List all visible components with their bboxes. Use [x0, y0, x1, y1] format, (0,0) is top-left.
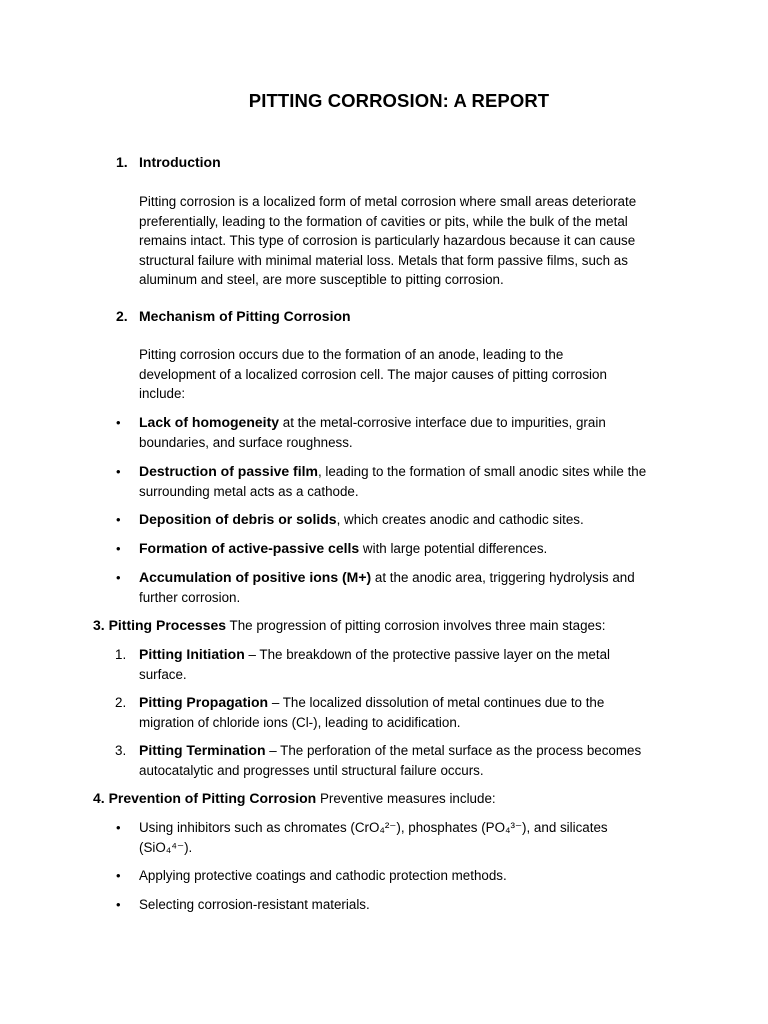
list-item: [139, 866, 699, 886]
list-item: [139, 895, 699, 915]
bold-term: Pitting Initiation: [139, 646, 245, 662]
document-title: PITTING CORROSION: A REPORT: [248, 90, 550, 111]
item-text: , which creates anodic and cathodic sites.: [336, 512, 584, 527]
item-text: Applying protective coatings and cathodic protection methods.: [139, 868, 507, 883]
list-number: 3.: [115, 743, 127, 758]
list-item: [139, 539, 699, 559]
paragraph-line: aluminum and steel, are more susceptible to pitting corrosion.: [139, 272, 504, 288]
section-4-heading: 4. Prevention of Pitting Corrosion: [93, 790, 317, 806]
bold-term: Accumulation of positive ions (M+): [139, 569, 372, 585]
paragraph-line: development of a localized corrosion cell. The major causes of pitting corrosion: [139, 366, 607, 382]
list-item: [139, 693, 699, 732]
list-number: 1.: [115, 647, 127, 662]
list-item: [139, 818, 699, 857]
bullet-marker: •: [116, 868, 121, 883]
item-text: Using inhibitors such as chromates (CrO₄²⁻), phosphates (PO₄³⁻), and silicates: [139, 820, 608, 835]
bullet-marker: •: [116, 512, 121, 527]
section-4-intro: Preventive measures include:: [316, 791, 496, 806]
section-1-paragraph: [139, 192, 679, 290]
paragraph-line: remains intact. This type of corrosion is particularly hazardous because it can cause: [139, 233, 636, 249]
list-number: 2.: [115, 695, 127, 710]
section-3-heading: 3. Pitting Processes: [93, 617, 227, 633]
item-text: at the anodic area, triggering hydrolysis and: [371, 570, 635, 585]
item-text: surface.: [139, 666, 187, 682]
section-2-number: 2.: [116, 308, 128, 324]
list-item: [139, 510, 699, 530]
list-item: [139, 568, 699, 607]
paragraph-line: preferentially, leading to the formation of cavities or pits, while the bulk of the metal: [139, 213, 628, 229]
bold-term: Destruction of passive film: [139, 463, 318, 479]
paragraph-line: include:: [139, 386, 186, 402]
item-text: boundaries, and surface roughness.: [139, 434, 353, 450]
item-text: – The perforation of the metal surface as the process becomes: [265, 743, 642, 758]
item-text: , leading to the formation of small anodic sites while the: [317, 464, 647, 479]
list-item: [139, 462, 699, 501]
bold-term: Lack of homogeneity: [139, 414, 280, 430]
section-3-intro: The progression of pitting corrosion involves three main stages:: [226, 618, 606, 633]
item-text: – The breakdown of the protective passive layer on the metal: [244, 647, 610, 662]
bullet-marker: •: [116, 464, 121, 479]
item-text: migration of chloride ions (Cl-), leading to acidification.: [139, 714, 461, 730]
item-text: with large potential differences.: [359, 541, 548, 556]
paragraph-line: Pitting corrosion occurs due to the formation of an anode, leading to the: [139, 347, 564, 362]
bold-term: Formation of active-passive cells: [139, 540, 360, 556]
bullet-marker: •: [116, 570, 121, 585]
item-text: autocatalytic and progresses until structural failure occurs.: [139, 762, 484, 778]
item-text: – The localized dissolution of metal continues due to the: [268, 695, 605, 710]
list-item: [139, 645, 699, 684]
bullet-marker: •: [116, 415, 121, 430]
section-2-intro: [139, 345, 679, 404]
list-item: [139, 413, 699, 452]
item-text: surrounding metal acts as a cathode.: [139, 483, 359, 499]
paragraph-line: structural failure with minimal material loss. Metals that form passive films, such as: [139, 252, 628, 268]
section-1-heading: Introduction: [139, 154, 221, 170]
item-text: (SiO₄⁴⁻).: [139, 839, 193, 855]
section-3-heading-line: [93, 617, 605, 633]
bullet-marker: •: [116, 897, 121, 912]
section-4-heading-line: [93, 790, 496, 806]
list-item: [139, 741, 699, 780]
item-text: Selecting corrosion-resistant materials.: [139, 897, 370, 912]
bold-term: Deposition of debris or solids: [139, 511, 337, 527]
bullet-marker: •: [116, 820, 121, 835]
section-1-number: 1.: [116, 154, 128, 170]
bold-term: Pitting Termination: [139, 742, 266, 758]
paragraph-line: Pitting corrosion is a localized form of metal corrosion where small areas deteriorate: [139, 194, 637, 209]
bold-term: Pitting Propagation: [139, 694, 269, 710]
bullet-marker: •: [116, 541, 121, 556]
item-text: further corrosion.: [139, 589, 241, 605]
item-text: at the metal-corrosive interface due to impurities, grain: [279, 415, 606, 430]
section-2-heading: Mechanism of Pitting Corrosion: [139, 308, 351, 324]
